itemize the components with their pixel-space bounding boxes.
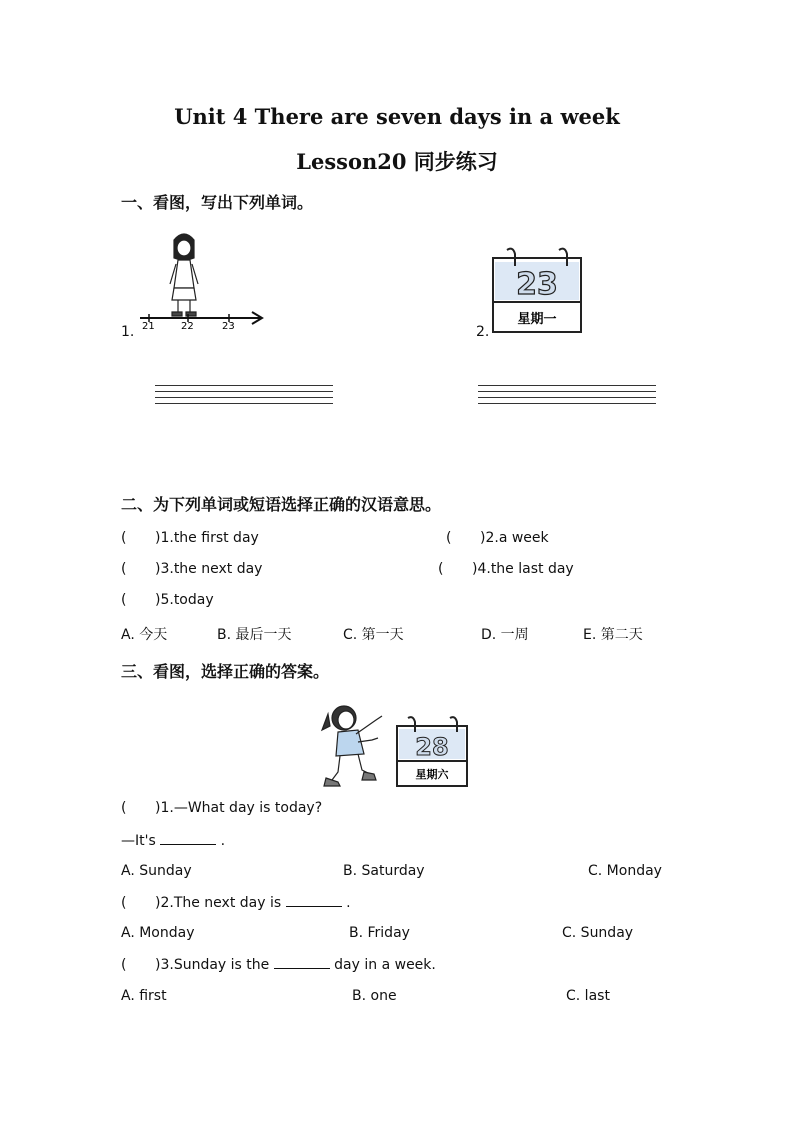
q3-option-a: A. first	[121, 988, 167, 1004]
q1-option-a: A. Sunday	[121, 863, 192, 879]
section3-question-1: ( )1.—What day is today?	[121, 800, 323, 816]
numberline-label-21: 21	[142, 321, 155, 332]
girl-pointing-illustration	[318, 696, 390, 792]
section2-item-3: ( )3.the next day	[121, 561, 263, 577]
section2-option-b: B. 最后一天	[217, 627, 292, 643]
writing-lines-1[interactable]	[155, 385, 333, 411]
answer-blank-1[interactable]	[160, 832, 216, 845]
section2-item-2: ( )2.a week	[446, 530, 549, 546]
section3-question-1-answer: —It's .	[121, 833, 226, 849]
section2-item-5: ( )5.today	[121, 592, 214, 608]
section3-heading: 三、看图，选择正确的答案。	[121, 662, 330, 681]
page-title: Unit 4 There are seven days in a week	[174, 104, 620, 129]
item2-number: 2.	[476, 324, 490, 340]
section2-option-e: E. 第二天	[583, 627, 643, 643]
numberline-label-23: 23	[222, 321, 235, 332]
calendar-2-weekday: 星期六	[415, 768, 449, 781]
q3-option-c: C. last	[566, 988, 610, 1004]
section2-heading: 二、为下列单词或短语选择正确的汉语意思。	[121, 495, 442, 514]
q1-option-c: C. Monday	[588, 863, 662, 879]
calendar-icon	[489, 244, 585, 336]
section2-option-a: A. 今天	[121, 627, 168, 643]
section2-option-c: C. 第一天	[343, 627, 404, 643]
calendar-date: 23	[516, 267, 558, 302]
q1-option-b: B. Saturday	[343, 863, 425, 879]
item1-number: 1.	[121, 324, 135, 340]
calendar-weekday: 星期一	[517, 312, 557, 327]
section2-item-1: ( )1.the first day	[121, 530, 259, 546]
writing-lines-2[interactable]	[478, 385, 656, 411]
girl-numberline-illustration	[136, 228, 266, 332]
calendar-2-date: 28	[415, 733, 449, 761]
section3-question-2: ( )2.The next day is .	[121, 895, 351, 911]
section1-heading: 一、看图，写出下列单词。	[121, 193, 314, 212]
numberline-label-22: 22	[181, 321, 194, 332]
q2-option-a: A. Monday	[121, 925, 195, 941]
calendar-icon-2	[394, 714, 470, 790]
q2-option-c: C. Sunday	[562, 925, 634, 941]
section3-question-3: ( )3.Sunday is the day in a week.	[121, 957, 436, 973]
page-subtitle: Lesson20 同步练习	[296, 149, 498, 174]
girl-figure	[170, 234, 198, 316]
q3-option-b: B. one	[352, 988, 397, 1004]
q2-option-b: B. Friday	[349, 925, 410, 941]
section2-option-d: D. 一周	[481, 627, 529, 643]
answer-blank-3[interactable]	[274, 956, 330, 969]
answer-blank-2[interactable]	[286, 894, 342, 907]
section2-item-4: ( )4.the last day	[438, 561, 574, 577]
